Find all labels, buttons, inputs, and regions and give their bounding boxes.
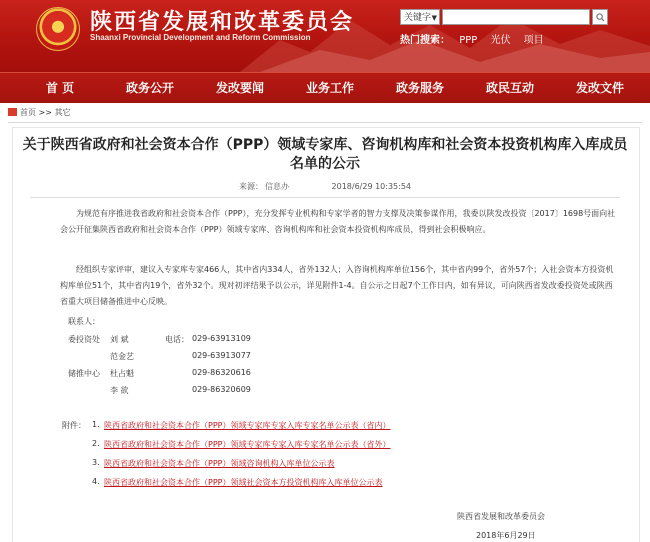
- national-emblem-icon[interactable]: ★: [36, 7, 80, 51]
- contact-dept: 委投资处: [68, 335, 100, 344]
- breadcrumb: [8, 107, 642, 119]
- breadcrumb-current[interactable]: 其它: [54, 108, 71, 117]
- nav-item-interaction[interactable]: 政民互动: [485, 81, 534, 95]
- nav-item-services[interactable]: 政务服务: [395, 81, 444, 95]
- chevron-down-icon: ▼: [431, 14, 437, 22]
- breadcrumb-home[interactable]: 首页: [20, 108, 36, 117]
- contact-name: 杜占魁: [110, 369, 134, 378]
- divider: [30, 197, 620, 198]
- signature-org: 陕西省发展和改革委员会: [457, 512, 545, 521]
- contact-phone: 029-86320609: [192, 385, 251, 394]
- nav-item-home[interactable]: 首 页: [45, 81, 75, 95]
- search-input[interactable]: [442, 9, 590, 25]
- contact-name: 范金艺: [110, 352, 134, 361]
- nav-item-government-affairs[interactable]: 政务公开: [125, 81, 174, 95]
- source-value: 信息办: [264, 182, 289, 191]
- main-nav: [0, 72, 650, 103]
- contact-dept: 储推中心: [68, 369, 100, 378]
- search-bar: [400, 9, 640, 27]
- article-paragraph: 经组织专家评审，建议入专家库专家466人，其中省内334人，省外132人；入咨询机构库单位156个，其中省内99个，省外57个；入社会资本方投资机构库单位51个，其中省内19个，省外32个。现对初评结果予以公示，详见附件1-4。自公示之日起7个工作日内，如有异议，可向陕西省发改委投资处或陕西省重大项目储备推进中心反映。: [60, 265, 614, 306]
- site-title[interactable]: 陕西省发展和改革委员会: [90, 9, 355, 35]
- attachment-number: 2.: [92, 439, 100, 448]
- source-label: 来源：: [238, 182, 263, 191]
- attachments-label: 附件：: [62, 421, 86, 430]
- contacts-label: 联系人：: [68, 317, 100, 326]
- home-icon: [8, 108, 17, 116]
- search-type-label: 关键字: [404, 13, 432, 23]
- attachment-link-text[interactable]: 陕西省政府和社会资本合作（PPP）领域咨询机构入库单位公示表: [104, 459, 335, 468]
- search-icon: [596, 13, 605, 22]
- nav-item-business[interactable]: 业务工作: [305, 81, 354, 95]
- contact-phone: 029-86320616: [192, 368, 251, 377]
- hot-search-item[interactable]: 项目: [523, 35, 544, 46]
- attachment-number: 1.: [92, 420, 100, 429]
- attachment-link-text[interactable]: 陕西省政府和社会资本合作（PPP）领域专家库专家入库专家名单公示表（省内）: [104, 421, 391, 430]
- contact-phone: 029-63913109: [192, 334, 251, 343]
- attachment-link[interactable]: [104, 477, 382, 488]
- attachment-link[interactable]: [104, 439, 390, 450]
- article-paragraph: 为规范有序推进我省政府和社会资本合作（PPP），充分发挥专业机构和专家学者的智力支撑及决策参谋作用，我委以陕发改投资〔2017〕1698号面向社会公开征集陕西省政府和社会资本合作（PPP）领域专家库、咨询机构库和社会资本投资机构库成员，得到社会积极响应。: [60, 209, 616, 234]
- breadcrumb-separator: >>: [38, 108, 52, 117]
- attachment-link[interactable]: [104, 458, 334, 469]
- attachment-link[interactable]: [104, 420, 390, 431]
- search-button[interactable]: [592, 9, 608, 25]
- site-header: [0, 0, 650, 72]
- nav-item-news[interactable]: 发改要闻: [215, 81, 264, 95]
- site-subtitle: Shaanxi Provincial Development and Reform Commission: [90, 33, 311, 42]
- hot-search-item[interactable]: PPP: [459, 35, 478, 46]
- search-type-select[interactable]: [400, 9, 440, 25]
- article-meta: [0, 181, 650, 192]
- attachment-number: 3.: [92, 458, 100, 467]
- article-title: 关于陕西省政府和社会资本合作（PPP）领域专家库、咨询机构库和社会资本投资机构库入库成员名单的公示: [22, 137, 628, 172]
- contact-name: 刘 斌: [110, 335, 129, 344]
- hot-searches: [400, 31, 554, 46]
- nav-item-documents[interactable]: 发改文件: [575, 81, 624, 95]
- contact-name: 李 欲: [110, 386, 129, 395]
- signature-date: 2018年6月29日: [476, 531, 536, 540]
- attachment-link-text[interactable]: 陕西省政府和社会资本合作（PPP）领域社会资本方投资机构库入库单位公示表: [104, 478, 383, 487]
- divider: [8, 122, 642, 123]
- attachment-link-text[interactable]: 陕西省政府和社会资本合作（PPP）领域专家库专家入库专家名单公示表（省外）: [104, 440, 391, 449]
- hot-search-item[interactable]: 光伏: [490, 35, 511, 46]
- publish-date: 2018/6/29 10:35:54: [331, 182, 412, 191]
- contact-phone-label: 电话：: [165, 335, 189, 344]
- attachment-number: 4.: [92, 477, 100, 486]
- contact-phone: 029-63913077: [192, 351, 251, 360]
- hot-search-label: 热门搜索：: [400, 35, 450, 46]
